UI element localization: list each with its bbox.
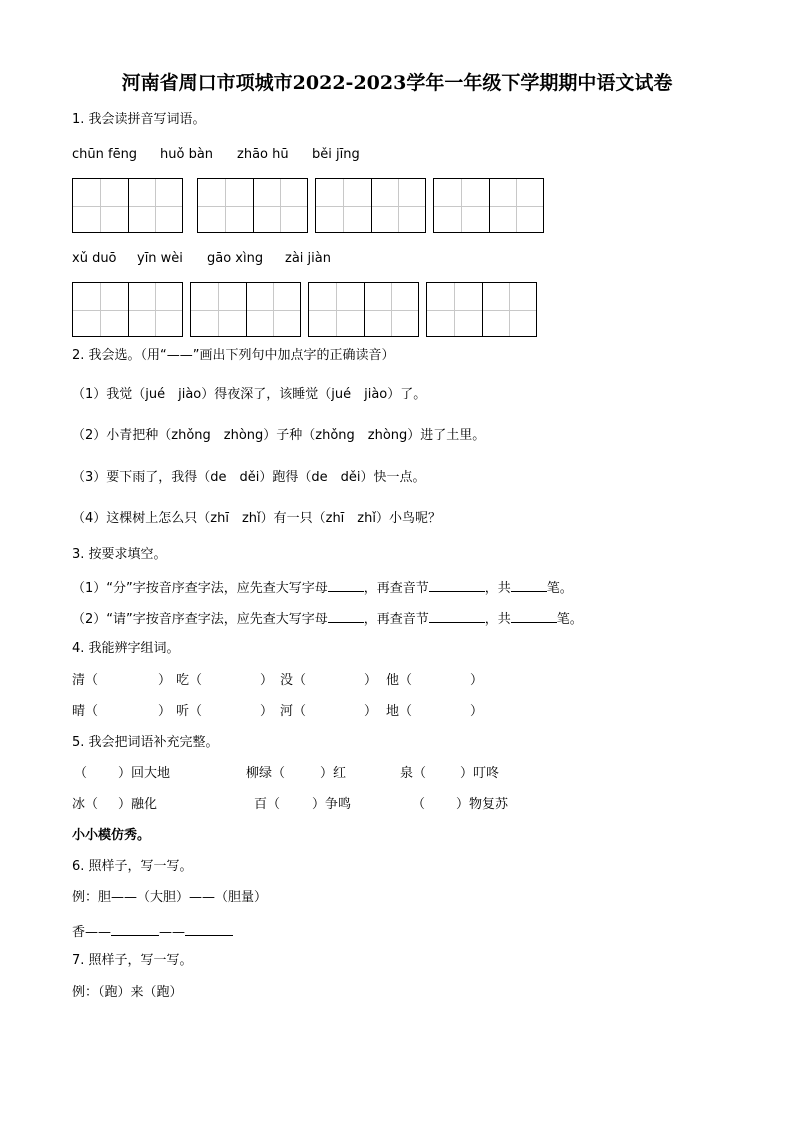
- q3-text: （1）“分”字按音序查字法，应先查大写字母: [72, 581, 328, 596]
- answer-blank[interactable]: [511, 578, 547, 592]
- question-2-item: （1）我觉（jué jiào）得夜深了，该睡觉（jué jiào）了。: [72, 387, 427, 402]
- word-prompt: 吃（: [176, 673, 203, 688]
- answer-blank[interactable]: [328, 578, 364, 592]
- idiom-part: ）物复苏: [456, 797, 509, 812]
- section-heading: 小小模仿秀。: [72, 828, 151, 843]
- question-2-item: （2）小青把种（zhǒng zhòng）子种（zhǒng zhòng）进了土里。: [72, 428, 486, 443]
- question-2-item: （3）要下雨了，我得（de děi）跑得（de děi）快一点。: [72, 470, 426, 485]
- question-2-item: （4）这棵树上怎么只（zhī zhǐ）有一只（zhī zhǐ）小鸟呢？: [72, 511, 441, 526]
- pinyin-word: xǔ duō: [72, 251, 117, 266]
- idiom-part: ）融化: [118, 797, 158, 812]
- writing-box[interactable]: [197, 178, 308, 233]
- question-7-example: 例：（跑）来（跑）: [72, 985, 183, 1000]
- idiom-part: ）回大地: [118, 766, 171, 781]
- writing-box[interactable]: [308, 282, 419, 337]
- q3-text: ，再查音节: [363, 612, 429, 627]
- writing-box[interactable]: [426, 282, 537, 337]
- paren-close: ）: [470, 673, 484, 688]
- idiom-part: ）红: [320, 766, 347, 781]
- paren-close: ）: [260, 673, 274, 688]
- question-6-heading: 6. 照样子，写一写。: [72, 859, 193, 874]
- paren-close: ）: [260, 704, 274, 719]
- writing-box[interactable]: [72, 178, 183, 233]
- answer-blank[interactable]: [511, 609, 557, 623]
- word-prompt: 清（: [72, 673, 99, 688]
- answer-blank[interactable]: [328, 609, 364, 623]
- question-4-row-2: [72, 704, 772, 720]
- word-prompt: 河（: [280, 704, 307, 719]
- paren-close: ）: [158, 704, 172, 719]
- paren-close: ）: [364, 673, 378, 688]
- question-3-line-2: [72, 609, 583, 628]
- pinyin-word: chūn fēng: [72, 147, 138, 162]
- pinyin-word: yīn wèi: [137, 251, 183, 266]
- pinyin-word: zài jiàn: [285, 251, 331, 266]
- answer-blank[interactable]: [185, 922, 233, 936]
- answer-blank[interactable]: [111, 922, 159, 936]
- idiom-part: （: [74, 766, 88, 781]
- question-5-row-2: [72, 797, 772, 813]
- pinyin-word: huǒ bàn: [160, 147, 214, 162]
- idiom-part: ）叮咚: [460, 766, 500, 781]
- pinyin-row-2: [72, 251, 772, 267]
- question-6-example: 例：胆——（大胆）——（胆量）: [72, 890, 268, 905]
- writing-box[interactable]: [433, 178, 544, 233]
- pinyin-word: zhāo hū: [237, 147, 289, 162]
- question-3-heading: 3. 按要求填空。: [72, 547, 167, 562]
- paren-close: ）: [470, 704, 484, 719]
- word-prompt: 没（: [280, 673, 307, 688]
- question-5-heading: 5. 我会把词语补充完整。: [72, 735, 219, 750]
- writing-box[interactable]: [190, 282, 301, 337]
- writing-box[interactable]: [72, 282, 183, 337]
- question-4-row-1: [72, 673, 772, 689]
- question-2-heading: 2. 我会选。（用“——”画出下列句中加点字的正确读音）: [72, 348, 395, 363]
- pinyin-word: gāo xìng: [207, 251, 264, 266]
- idiom-part: 百（: [254, 797, 281, 812]
- idiom-part: 柳绿（: [246, 766, 286, 781]
- word-prompt: 听（: [176, 704, 203, 719]
- question-5-row-1: [72, 766, 772, 782]
- question-3-line-1: [72, 578, 573, 597]
- q3-text: 笔。: [546, 581, 573, 596]
- q3-text: ，再查音节: [363, 581, 429, 596]
- paren-close: ）: [158, 673, 172, 688]
- idiom-part: 冰（: [72, 797, 99, 812]
- question-7-heading: 7. 照样子，写一写。: [72, 953, 193, 968]
- answer-blank[interactable]: [429, 578, 485, 592]
- q3-text: （2）“请”字按音序查字法，应先查大写字母: [72, 612, 328, 627]
- word-prompt: 晴（: [72, 704, 99, 719]
- q6-dash: ——: [159, 925, 186, 940]
- word-prompt: 地（: [386, 704, 413, 719]
- q3-text: ，共: [484, 612, 511, 627]
- page-title: 河南省周口市项城市2022-2023学年一年级下学期期中语文试卷: [121, 72, 673, 94]
- question-4-heading: 4. 我能辨字组词。: [72, 641, 180, 656]
- word-prompt: 他（: [386, 673, 413, 688]
- pinyin-word: běi jīng: [312, 147, 360, 162]
- q3-text: 笔。: [556, 612, 583, 627]
- writing-box[interactable]: [315, 178, 426, 233]
- question-1-heading: 1. 我会读拼音写词语。: [72, 112, 206, 127]
- paren-close: ）: [364, 704, 378, 719]
- q3-text: ，共: [484, 581, 511, 596]
- idiom-part: （: [412, 797, 426, 812]
- q6-char: 香——: [72, 925, 112, 940]
- idiom-part: ）争鸣: [312, 797, 352, 812]
- idiom-part: 泉（: [400, 766, 427, 781]
- answer-blank[interactable]: [429, 609, 485, 623]
- question-6-answer-line: [72, 922, 233, 941]
- pinyin-row-1: [72, 147, 772, 163]
